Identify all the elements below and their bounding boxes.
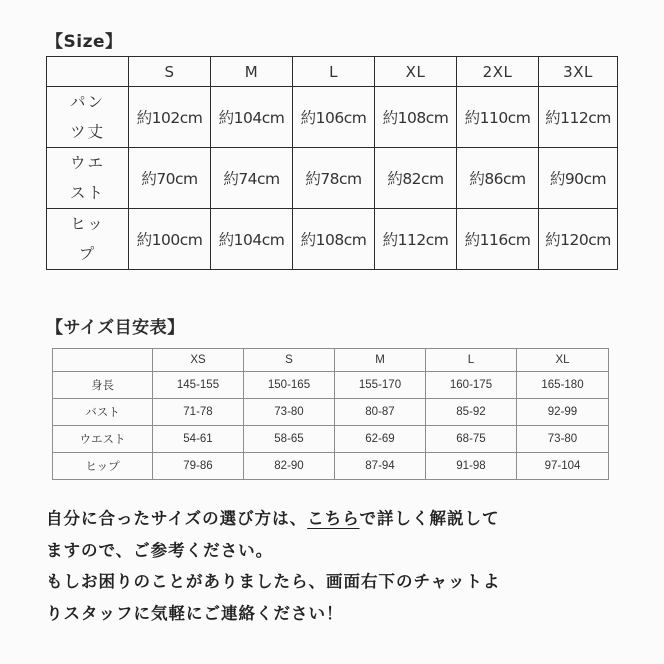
guide-cell: 97-104 [517, 453, 609, 480]
size-row-label [47, 209, 129, 270]
size-cell: 約104cm [211, 87, 293, 148]
notes-text: 自分に合ったサイズの選び方は、 [46, 509, 308, 528]
guide-table-header-row [53, 349, 609, 372]
size-col-header: 2XL [457, 57, 539, 87]
guide-table-row [53, 453, 609, 480]
guide-row-label: バスト [53, 399, 153, 426]
guide-cell: 54-61 [153, 426, 244, 453]
size-table-row [47, 148, 618, 209]
guide-cell: 165-180 [517, 372, 609, 399]
size-cell: 約104cm [211, 209, 293, 270]
size-table [46, 56, 618, 270]
guide-row-label: ヒップ [53, 453, 153, 480]
guide-cell: 68-75 [426, 426, 517, 453]
guide-cell: 92-99 [517, 399, 609, 426]
guide-table-row [53, 372, 609, 399]
guide-table-row [53, 426, 609, 453]
size-col-header: L [293, 57, 375, 87]
size-col-header: S [129, 57, 211, 87]
guide-cell: 160-175 [426, 372, 517, 399]
guide-cell: 82-90 [244, 453, 335, 480]
size-col-header: 3XL [539, 57, 618, 87]
guide-col-header: XS [153, 349, 244, 372]
size-heading: 【Size】 [46, 32, 123, 52]
guide-cell: 79-86 [153, 453, 244, 480]
size-row-label [47, 148, 129, 209]
row-label-line: プ [78, 245, 97, 263]
size-cell: 約108cm [293, 209, 375, 270]
size-table-corner [47, 57, 129, 87]
row-label-line: パン [69, 93, 105, 111]
notes-text: で詳しく解説して [359, 509, 500, 528]
size-cell: 約110cm [457, 87, 539, 148]
row-label-line: ウエ [69, 154, 105, 172]
guide-col-header: XL [517, 349, 609, 372]
size-cell: 約100cm [129, 209, 211, 270]
guide-cell: 145-155 [153, 372, 244, 399]
size-guide-heading: 【サイズ目安表】 [46, 318, 185, 338]
guide-cell: 91-98 [426, 453, 517, 480]
size-table-row [47, 209, 618, 270]
size-table-row [47, 87, 618, 148]
guide-cell: 71-78 [153, 399, 244, 426]
size-table-header-row [47, 57, 618, 87]
size-cell: 約74cm [211, 148, 293, 209]
notes-line [46, 503, 646, 535]
guide-cell: 62-69 [335, 426, 426, 453]
size-cell: 約106cm [293, 87, 375, 148]
size-cell: 約86cm [457, 148, 539, 209]
guide-cell: 73-80 [244, 399, 335, 426]
notes-line: りスタッフに気軽にご連絡ください！ [46, 603, 344, 623]
guide-col-header: S [244, 349, 335, 372]
guide-cell: 155-170 [335, 372, 426, 399]
guide-col-header: L [426, 349, 517, 372]
guide-cell: 73-80 [517, 426, 609, 453]
size-cell: 約70cm [129, 148, 211, 209]
size-cell: 約102cm [129, 87, 211, 148]
size-cell: 約90cm [539, 148, 618, 209]
size-row-label [47, 87, 129, 148]
guide-cell: 80-87 [335, 399, 426, 426]
size-cell: 約116cm [457, 209, 539, 270]
size-col-header: XL [375, 57, 457, 87]
guide-row-label: ウエスト [53, 426, 153, 453]
notes-line: もしお困りのことがありましたら、画面右下のチャットよ [46, 572, 501, 591]
guide-col-header: M [335, 349, 426, 372]
guide-row-label: 身長 [53, 372, 153, 399]
notes-line: ますので、ご参考ください。 [46, 540, 274, 560]
row-label-line: ツ丈 [69, 123, 105, 141]
size-cell: 約108cm [375, 87, 457, 148]
size-cell: 約82cm [375, 148, 457, 209]
size-cell: 約112cm [375, 209, 457, 270]
size-guide-table [52, 348, 609, 480]
guide-cell: 85-92 [426, 399, 517, 426]
size-notes [46, 503, 646, 629]
guide-table-corner [53, 349, 153, 372]
guide-cell: 150-165 [244, 372, 335, 399]
size-cell: 約78cm [293, 148, 375, 209]
size-guide-link[interactable]: こちら [307, 509, 360, 528]
size-cell: 約112cm [539, 87, 618, 148]
size-cell: 約120cm [539, 209, 618, 270]
row-label-line: ヒッ [70, 215, 105, 233]
guide-cell: 58-65 [244, 426, 335, 453]
size-col-header: M [211, 57, 293, 87]
row-label-line: スト [69, 184, 105, 202]
guide-table-row [53, 399, 609, 426]
guide-cell: 87-94 [335, 453, 426, 480]
